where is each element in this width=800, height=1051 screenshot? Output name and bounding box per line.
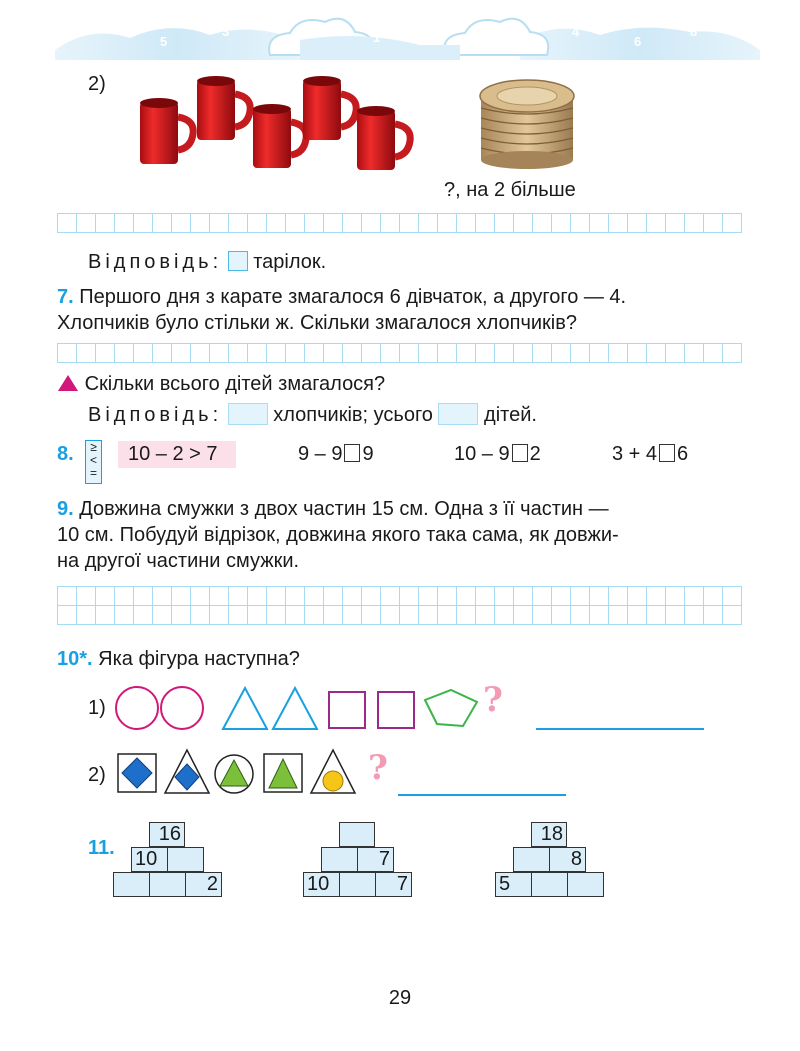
svg-text:2: 2: [422, 30, 430, 45]
task8-line: [57, 442, 74, 467]
compare-right: 2: [529, 443, 541, 465]
pyramid-cell[interactable]: 10: [303, 872, 340, 897]
task10-line: [57, 647, 300, 672]
answer-box-total[interactable]: [438, 403, 478, 425]
yellow-circle-shape: [323, 771, 343, 791]
extra-question: Скільки всього дітей змагалося?: [84, 373, 386, 395]
task9-line1: [57, 497, 609, 522]
pentagon-shape: [425, 690, 477, 726]
task11-line: [88, 836, 115, 861]
answer-text: тарілок.: [253, 251, 327, 273]
answer-box-boys[interactable]: [228, 403, 268, 425]
plates-hint: ?, на 2 більше: [444, 179, 576, 201]
task-number: 10*.: [57, 648, 93, 670]
pyramid-cell[interactable]: [113, 872, 150, 897]
pyramid-cell[interactable]: [513, 847, 550, 872]
pyramid-cell[interactable]: 10: [131, 847, 168, 872]
pyramid-cell[interactable]: [149, 872, 186, 897]
header-cloud-band: [0, 0, 800, 70]
part-label: 2): [88, 73, 106, 95]
pyramid-cell[interactable]: 7: [357, 847, 394, 872]
square-shape: [378, 692, 414, 728]
compare-box[interactable]: [512, 444, 528, 462]
task-number: 9.: [57, 498, 74, 520]
pyramid-cell[interactable]: 8: [549, 847, 586, 872]
svg-text:8: 8: [690, 24, 698, 39]
page-number: 29: [388, 987, 412, 1009]
solution-grid-task9[interactable]: [57, 586, 742, 625]
svg-text:6: 6: [634, 34, 642, 49]
task10-question: Яка фігура наступна?: [98, 648, 300, 670]
compare-box[interactable]: [659, 444, 675, 462]
task9-text1: Довжина смужки з двох частин 15 см. Одна з її частин —: [79, 498, 609, 520]
row2-label: 2): [88, 764, 106, 786]
task7-answer-line: [88, 403, 537, 428]
task6-answer-line: [88, 250, 326, 275]
solution-grid-task6[interactable]: [57, 213, 742, 233]
compare-left: 3 + 4: [612, 443, 658, 465]
pyramid-cell[interactable]: [321, 847, 358, 872]
square-shape: [329, 692, 365, 728]
task7-line1: [57, 285, 626, 310]
answer-text-1: хлопчиків; усього: [273, 404, 433, 426]
number-pyramid-2: [303, 822, 413, 897]
answer-word: Відповідь:: [88, 251, 223, 273]
svg-text:4: 4: [572, 24, 580, 39]
svg-text:1: 1: [373, 30, 381, 45]
svg-text:0: 0: [397, 14, 405, 29]
triangle-shape: [273, 688, 317, 729]
compare-item-2: [454, 442, 541, 467]
task9-text2: 10 см. Побудуй відрізок, довжина якого така сама, як довжи-: [57, 524, 619, 546]
pyramid-cell[interactable]: [531, 872, 568, 897]
answer-line-2[interactable]: [398, 794, 566, 796]
svg-text:7: 7: [108, 22, 116, 37]
compare-right: 9: [362, 443, 374, 465]
pyramid-cell[interactable]: 7: [375, 872, 412, 897]
pyramid-cell[interactable]: 5: [495, 872, 532, 897]
sign-lt: <: [89, 453, 97, 467]
triangle-marker-icon: [57, 374, 79, 392]
shape-sequence-1: [115, 680, 515, 736]
compare-left: 10 – 9: [454, 443, 510, 465]
answer-box[interactable]: [228, 251, 248, 271]
task-number: 8.: [57, 443, 74, 465]
svg-text:5: 5: [160, 34, 168, 49]
compare-item-3: [612, 442, 688, 467]
sign-box: [85, 440, 102, 484]
task-number: 7.: [57, 286, 74, 308]
compare-item-1: [298, 442, 374, 467]
shape-sequence-2: [115, 746, 367, 800]
number-pyramid-3: [495, 822, 605, 897]
circle-shape: [161, 687, 203, 729]
pyramid-cell[interactable]: [567, 872, 604, 897]
task7-text2: Хлопчиків було стільки ж. Скільки змагалося хлопчиків?: [57, 312, 577, 334]
sign-ge: ≥: [90, 440, 97, 454]
compare-left: 9 – 9: [298, 443, 343, 465]
task7-extra-question-line: [57, 372, 385, 397]
pyramid-cell[interactable]: 16: [149, 822, 185, 847]
pyramid-cell[interactable]: 18: [531, 822, 567, 847]
svg-text:3: 3: [222, 24, 230, 39]
red-mugs-illustration: [135, 72, 420, 182]
compare-right: 6: [677, 443, 689, 465]
task-number: 11.: [88, 837, 115, 859]
answer-word: Відповідь:: [88, 404, 223, 426]
question-mark-icon: ?: [483, 680, 503, 720]
pyramid-cell[interactable]: [339, 872, 376, 897]
task9-text3: на другої частини смужки.: [57, 550, 300, 572]
example-highlight: 10 – 2 > 7: [118, 441, 236, 468]
compare-box[interactable]: [344, 444, 360, 462]
task7-text1: Першого дня з карате змагалося 6 дівчаток, а другого — 4.: [79, 286, 627, 308]
row1-label: 1): [88, 697, 106, 719]
answer-line-1[interactable]: [536, 728, 704, 730]
pyramid-cell[interactable]: [339, 822, 375, 847]
circle-shape: [116, 687, 158, 729]
triangle-shape: [223, 688, 267, 729]
plates-stack-illustration: [475, 78, 580, 170]
question-mark-icon: ?: [368, 748, 388, 788]
pyramid-cell[interactable]: [167, 847, 204, 872]
number-pyramid-1: [113, 822, 223, 897]
solution-grid-task7[interactable]: [57, 343, 742, 363]
sign-eq: =: [89, 466, 97, 480]
answer-text-2: дітей.: [484, 404, 537, 426]
pyramid-cell[interactable]: 2: [185, 872, 222, 897]
